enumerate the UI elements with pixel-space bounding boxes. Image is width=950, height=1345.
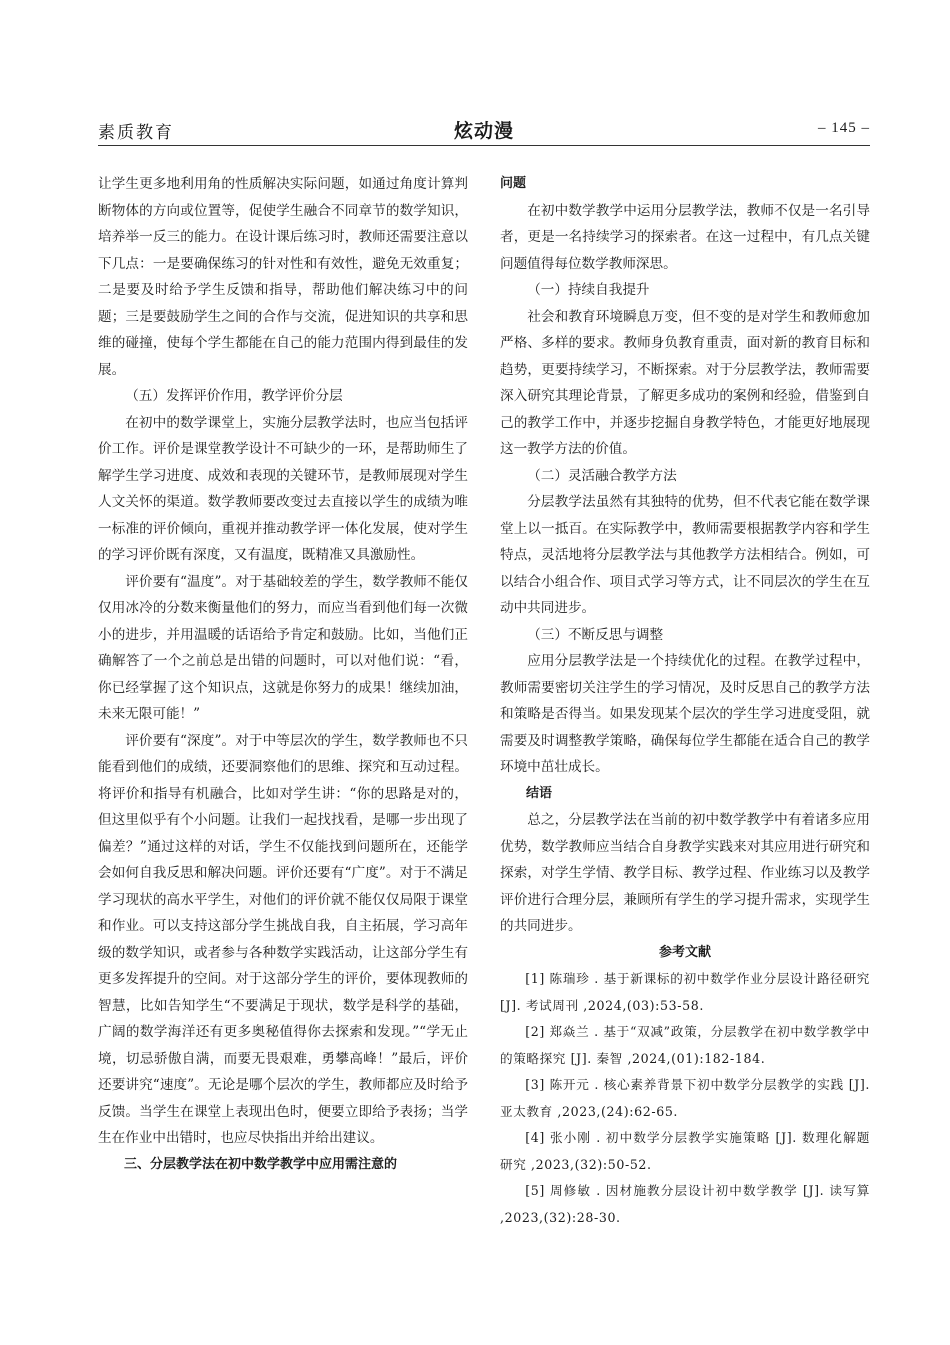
right-column (500, 171, 870, 1231)
left-column (98, 171, 468, 1178)
paragraph: 评价要有“深度”。对于中等层次的学生，数学教师也不只能看到他们的成绩，还要洞察他们的思维、探究和互动过程。将评价和指导有机融合，比如对学生讲：“你的思路是对的，但这里似乎有个小问题。让我们一起找找看，是哪一步出现了偏差？”通过这样的对话，学生不仅能找到问题所在，还能学会如何自我反思和解决问题。评价还要有“广度”。对于不满足学习现状的高水平学生，对他们的评价就不能仅仅局限于课堂和作业。可以支持这部分学生挑战自我，自主拓展，学习高年级的数学知识，或者参与各种数学实践活动，让这部分学生有更多发挥提升的空间。对于这部分学生的评价，要体现教师的智慧，比如告知学生“不要满足于现状，数学是科学的基础，广阔的数学海洋还有更多奥秘值得你去探索和发现。”“学无止境，切忌骄傲自满，而要无畏艰难，勇攀高峰！”最后，评价还要讲究“速度”。无论是哪个层次的学生，教师都应及时给予反馈。当学生在课堂上表现出色时，便要立即给予表扬；当学生在作业中出错时，也应尽快指出并给出建议。 (98, 732, 468, 1146)
paragraph: 总之，分层教学法在当前的初中数学教学中有着诸多应用优势，数学教师应当结合自身教学实践来对其应用进行研究和探索，对学生学情、教学目标、教学过程、作业练习以及教学评价进行合理分层，兼顾所有学生的学习提升需求，实现学生的共同进步。 (500, 812, 870, 934)
paragraph: 在初中数学教学中运用分层教学法，教师不仅是一名引导者，更是一名持续学习的探索者。在这一过程中，有几点关键问题值得每位数学教师深思。 (500, 202, 870, 272)
subsection-heading: （二）灵活融合教学方法 (527, 467, 677, 484)
page-header (98, 118, 870, 146)
paragraph: 社会和教育环境瞬息万变，但不变的是对学生和教师愈加严格、多样的要求。教师身负教育重责，面对新的教育目标和趋势，更要持续学习，不断探索。对于分层教学法，教师需要深入研究其理论背景，了解更多成功的案例和经验，借鉴到自己的教学工作中，并逐步挖掘自身教学特色，才能更好地展现这一教学方法的价值。 (500, 308, 870, 457)
paragraph: 在初中的数学课堂上，实施分层教学法时，也应当包括评价工作。评价是课堂教学设计不可缺少的一环，是帮助师生了解学生学习进度、成效和表现的关键环节，是教师展现对学生人文关怀的渠道。数学教师要改变过去直接以学生的成绩为唯一标准的评价倾向，重视并推动教学评一体化发展，使对学生的学习评价既有深度，又有温度，既精准又具激励性。 (98, 414, 468, 563)
journal-name: 素质教育 (98, 123, 174, 143)
section-heading: 三、分层教学法在初中数学教学中应用需注意的 (124, 1156, 398, 1172)
section-heading: （五）发挥评价作用，教学评价分层 (125, 388, 343, 404)
reference-item: [1] 陈瑞珍 . 基于新课标的初中数学作业分层设计路径研究 [J]. 考试周刊 ,2024,(03):53-58. (500, 971, 870, 1013)
section-heading-continued: 问题 (500, 176, 527, 191)
reference-item: [3] 陈开元 . 核心素养背景下初中数学分层教学的实践 [J]. 亚太教育 ,2023,(24):62-65. (500, 1077, 870, 1119)
conclusion-heading: 结语 (526, 785, 553, 801)
reference-item: [5] 周修敏 . 因材施教分层设计初中数学教学 [J]. 读写算 ,2023,(32):28-30. (500, 1183, 870, 1225)
page-number: – 145 – (818, 120, 870, 136)
magazine-title: 炫动漫 (453, 120, 514, 142)
paragraph: 分层教学法虽然有其独特的优势，但不代表它能在数学课堂上以一抵百。在实际教学中，教师需要根据教学内容和学生特点，灵活地将分层教学法与其他教学方法相结合。例如，可以结合小组合作、项目式学习等方式，让不同层次的学生在互动中共同进步。 (500, 494, 870, 616)
paragraph: 让学生更多地利用角的性质解决实际问题，如通过角度计算判断物体的方向或位置等，促使学生融合不同章节的数学知识，培养举一反三的能力。在设计课后练习时，教师还需要注意以下几点：一是要确保练习的针对性和有效性，避免无效重复；二是要及时给予学生反馈和指导，帮助他们解决练习中的问题；三是要鼓励学生之间的合作与交流，促进知识的共享和思维的碰撞，使每个学生都能在自己的能力范围内得到最佳的发展。 (98, 176, 468, 378)
subsection-heading: （三）不断反思与调整 (527, 626, 664, 643)
reference-item: [4] 张小刚 . 初中数学分层教学实施策略 [J]. 数理化解题研究 ,2023,(32):50-52. (500, 1130, 870, 1172)
paragraph: 应用分层教学法是一个持续优化的过程。在教学过程中，教师需要密切关注学生的学习情况，及时反思自己的教学方法和策略是否得当。如果发现某个层次的学生学习进度受阻，就需要及时调整教学策略，确保每位学生都能在适合自己的教学环境中茁壮成长。 (500, 653, 870, 775)
references-heading: 参考文献 (658, 944, 711, 960)
reference-item: [2] 郑焱兰 . 基于“双减”政策，分层教学在初中数学教学中的策略探究 [J]. 秦智 ,2024,(01):182-184. (500, 1024, 870, 1066)
subsection-heading: （一）持续自我提升 (527, 282, 650, 298)
paragraph: 评价要有“温度”。对于基础较差的学生，数学教师不能仅仅用冰冷的分数来衡量他们的努力，而应当看到他们每一次微小的进步，并用温暖的话语给予肯定和鼓励。比如，当他们正确解答了一个之前总是出错的问题时，可以对他们说：“看，你已经掌握了这个知识点，这就是你努力的成果！继续加油，未来无限可能！” (98, 573, 468, 722)
